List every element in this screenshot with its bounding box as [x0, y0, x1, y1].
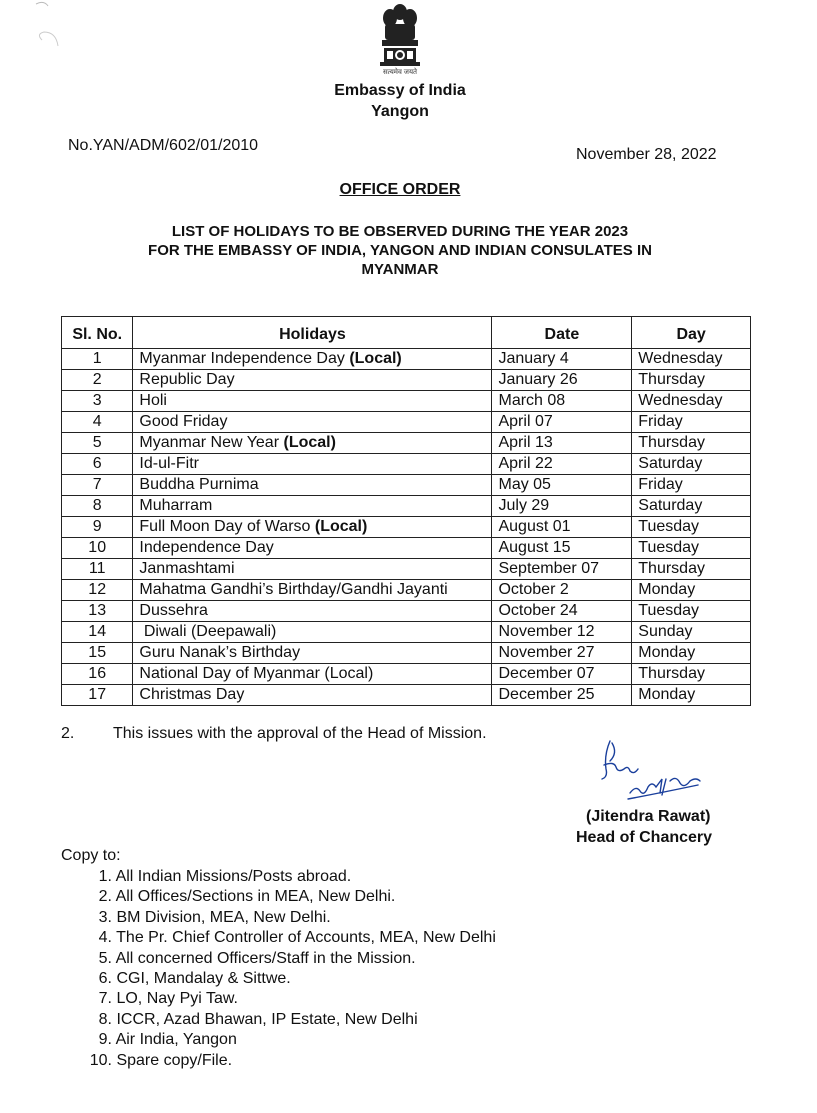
cell-sl-no	[62, 559, 133, 580]
table-row	[62, 664, 751, 685]
cell-sl-no	[62, 664, 133, 685]
cell-sl-no	[62, 412, 133, 433]
cell-sl-no-text: 9	[92, 518, 102, 535]
scan-mark	[34, 0, 64, 50]
holiday-table-body	[62, 349, 751, 706]
cell-holiday	[133, 496, 492, 517]
national-emblem-icon	[372, 2, 428, 76]
cell-day	[632, 349, 751, 370]
cell-holiday-text: Dussehra	[139, 602, 208, 619]
table-header-row	[62, 317, 751, 349]
cell-date	[492, 622, 632, 643]
cell-holiday	[133, 412, 492, 433]
list-item-number: 10.	[89, 1051, 112, 1069]
cell-holiday-text: Independence Day	[139, 539, 274, 556]
cell-holiday-text: Buddha Purnima	[139, 476, 259, 493]
cell-sl-no-text: 14	[88, 623, 107, 640]
col-header-holidays: Holidays	[133, 317, 492, 349]
cell-day	[632, 538, 751, 559]
cell-sl-no	[62, 454, 133, 475]
list-item-text: Spare copy/File.	[116, 1051, 233, 1069]
list-item	[80, 1030, 496, 1050]
table-row	[62, 685, 751, 706]
cell-holiday	[133, 475, 492, 496]
cell-holiday	[133, 580, 492, 601]
cell-sl-no	[62, 475, 133, 496]
cell-sl-no-text: 4	[92, 413, 102, 430]
cell-day-text: Monday	[638, 686, 696, 703]
cell-date-text: January 26	[498, 371, 578, 388]
list-item	[80, 969, 496, 989]
cell-sl-no-text: 3	[92, 392, 102, 409]
cell-holiday-text: National Day of Myanmar (Local)	[139, 665, 374, 682]
cell-holiday-text: Full Moon Day of Warso	[139, 518, 311, 535]
cell-holiday	[133, 370, 492, 391]
cell-date	[492, 475, 632, 496]
cell-holiday-text: Mahatma Gandhi’s Birthday/Gandhi Jayanti	[139, 581, 448, 598]
cell-date	[492, 391, 632, 412]
cell-holiday-text: Guru Nanak’s Birthday	[139, 644, 301, 661]
cell-holiday	[133, 559, 492, 580]
cell-holiday-text: Myanmar Independence Day	[139, 350, 345, 367]
cell-date-text: August 15	[498, 539, 571, 556]
cell-date-text: August 01	[498, 518, 571, 535]
cell-sl-no-text: 10	[88, 539, 107, 556]
cell-sl-no-text: 5	[92, 434, 102, 451]
table-row	[62, 538, 751, 559]
list-item	[80, 989, 496, 1009]
cell-holiday	[133, 538, 492, 559]
col-header-sl: Sl. No.	[62, 317, 133, 349]
cell-date	[492, 349, 632, 370]
cell-holiday	[133, 601, 492, 622]
cell-day-text: Thursday	[638, 434, 705, 451]
list-item-number: 6.	[98, 969, 112, 987]
cell-sl-no	[62, 349, 133, 370]
cell-day-text: Saturday	[638, 455, 703, 472]
cell-date	[492, 559, 632, 580]
cell-sl-no	[62, 622, 133, 643]
cell-sl-no-text: 12	[88, 581, 107, 598]
cell-day-text: Monday	[638, 581, 696, 598]
cell-holiday-text: Myanmar New Year	[139, 434, 280, 451]
signatory-name: (Jitendra Rawat)	[586, 808, 711, 825]
cell-day-text: Tuesday	[638, 539, 700, 556]
cell-day-text: Thursday	[638, 560, 705, 577]
list-item-text: All Indian Missions/Posts abroad.	[115, 868, 352, 885]
cell-holiday	[133, 643, 492, 664]
table-row	[62, 370, 751, 391]
cell-date	[492, 454, 632, 475]
subject	[90, 222, 710, 279]
cell-holiday	[133, 349, 492, 370]
table-row	[62, 559, 751, 580]
table-row	[62, 475, 751, 496]
org-city: Yangon	[371, 103, 429, 120]
cell-date	[492, 664, 632, 685]
cell-day-text: Friday	[638, 476, 683, 493]
list-item-text: CGI, Mandalay & Sittwe.	[116, 969, 291, 987]
cell-day-text: Wednesday	[638, 350, 723, 367]
cell-date-text: December 07	[498, 665, 595, 682]
emblem-motto: सत्यमेव जयते	[382, 69, 418, 76]
list-item-text: The Pr. Chief Controller of Accounts, MEA, New Delhi	[116, 929, 496, 947]
cell-sl-no-text: 1	[92, 350, 102, 367]
org-name: Embassy of India	[334, 82, 466, 99]
table-row	[62, 349, 751, 370]
cell-day-text: Tuesday	[638, 518, 700, 535]
order-title: OFFICE ORDER	[339, 181, 461, 198]
cell-date-text: November 27	[498, 644, 595, 661]
issue-date: November 28, 2022	[576, 146, 717, 163]
local-marker: (Local)	[349, 350, 402, 367]
cell-sl-no-text: 8	[92, 497, 102, 514]
cell-sl-no-text: 16	[88, 665, 107, 682]
cell-sl-no	[62, 601, 133, 622]
list-item	[80, 949, 496, 969]
cell-holiday-text: Christmas Day	[139, 686, 245, 703]
cell-date	[492, 685, 632, 706]
list-item-text: ICCR, Azad Bhawan, IP Estate, New Delhi	[116, 1010, 418, 1028]
cell-date-text: September 07	[498, 560, 599, 577]
cell-date-text: April 07	[498, 413, 553, 430]
cell-date	[492, 370, 632, 391]
cell-holiday	[133, 685, 492, 706]
cell-holiday-text: Holi	[139, 392, 167, 409]
cell-date-text: May 05	[498, 476, 551, 493]
list-item	[80, 1051, 496, 1071]
cell-holiday-text: Muharram	[139, 497, 213, 514]
cell-day	[632, 517, 751, 538]
subject-line-1: LIST OF HOLIDAYS TO BE OBSERVED DURING THE YEAR 2023	[171, 223, 629, 240]
cell-date-text: January 4	[498, 350, 569, 367]
list-item-text: All concerned Officers/Staff in the Mission.	[115, 949, 416, 967]
cell-day	[632, 559, 751, 580]
table-row	[62, 496, 751, 517]
cell-date-text: November 12	[498, 623, 595, 640]
cell-day	[632, 370, 751, 391]
cell-date	[492, 643, 632, 664]
cell-holiday	[133, 391, 492, 412]
list-item-text: BM Division, MEA, New Delhi.	[116, 908, 331, 926]
reference-number: No.YAN/ADM/602/01/2010	[68, 137, 259, 154]
table-row	[62, 643, 751, 664]
cell-day-text: Sunday	[638, 623, 693, 640]
cell-day	[632, 664, 751, 685]
list-item-number: 3.	[98, 908, 112, 926]
cell-sl-no	[62, 433, 133, 454]
copy-to-list	[80, 867, 496, 1071]
cell-date	[492, 580, 632, 601]
paragraph-number: 2.	[61, 725, 75, 742]
cell-date-text: October 24	[498, 602, 578, 619]
cell-date-text: July 29	[498, 497, 550, 514]
cell-sl-no	[62, 538, 133, 559]
cell-day	[632, 643, 751, 664]
table-row	[62, 412, 751, 433]
cell-date	[492, 433, 632, 454]
list-item-number: 1.	[98, 868, 112, 885]
cell-date-text: March 08	[498, 392, 566, 409]
cell-sl-no-text: 6	[92, 455, 102, 472]
holiday-table	[61, 316, 751, 706]
cell-day	[632, 412, 751, 433]
table-row	[62, 454, 751, 475]
cell-sl-no	[62, 517, 133, 538]
list-item-number: 5.	[98, 949, 112, 967]
cell-holiday-text: Good Friday	[139, 413, 228, 430]
letterhead	[250, 80, 550, 122]
list-item-text: All Offices/Sections in MEA, New Delhi.	[115, 888, 396, 906]
cell-date-text: December 25	[498, 686, 595, 703]
table-row	[62, 580, 751, 601]
cell-day-text: Monday	[638, 644, 696, 661]
table-row	[62, 433, 751, 454]
cell-date	[492, 496, 632, 517]
list-item-text: Air India, Yangon	[115, 1031, 237, 1049]
cell-sl-no	[62, 643, 133, 664]
cell-holiday	[133, 664, 492, 685]
table-row	[62, 517, 751, 538]
list-item-text: LO, Nay Pyi Taw.	[116, 990, 238, 1008]
cell-day	[632, 601, 751, 622]
table-row	[62, 622, 751, 643]
cell-day	[632, 454, 751, 475]
cell-sl-no-text: 2	[92, 371, 102, 388]
cell-day-text: Thursday	[638, 371, 705, 388]
list-item-number: 4.	[98, 929, 112, 947]
cell-sl-no	[62, 685, 133, 706]
cell-day	[632, 685, 751, 706]
cell-sl-no-text: 17	[88, 686, 107, 703]
cell-day-text: Friday	[638, 413, 683, 430]
list-item-number: 2.	[98, 888, 112, 906]
cell-day	[632, 433, 751, 454]
cell-holiday	[133, 517, 492, 538]
list-item	[80, 928, 496, 948]
local-marker: (Local)	[283, 434, 336, 451]
subject-line-3: MYANMAR	[361, 261, 439, 278]
cell-day-text: Saturday	[638, 497, 703, 514]
cell-day	[632, 391, 751, 412]
cell-sl-no	[62, 391, 133, 412]
cell-sl-no	[62, 580, 133, 601]
cell-day-text: Tuesday	[638, 602, 700, 619]
list-item-number: 8.	[98, 1010, 112, 1028]
cell-holiday-text: Janmashtami	[139, 560, 235, 577]
cell-holiday	[133, 433, 492, 454]
cell-sl-no-text: 15	[88, 644, 107, 661]
cell-date	[492, 538, 632, 559]
list-item-number: 9.	[98, 1031, 112, 1049]
col-header-date: Date	[492, 317, 632, 349]
list-item	[80, 887, 496, 907]
list-item	[80, 908, 496, 928]
cell-holiday	[133, 454, 492, 475]
list-item-number: 7.	[98, 990, 112, 1008]
table-row	[62, 391, 751, 412]
cell-date-text: October 2	[498, 581, 569, 598]
cell-holiday-text: Republic Day	[139, 371, 235, 388]
table-row	[62, 601, 751, 622]
cell-date-text: April 13	[498, 434, 553, 451]
cell-holiday	[133, 622, 492, 643]
cell-sl-no-text: 7	[92, 476, 102, 493]
subject-line-2: FOR THE EMBASSY OF INDIA, YANGON AND INDIAN CONSULATES IN	[148, 242, 652, 259]
paragraph-text: This issues with the approval of the Head of Mission.	[113, 725, 487, 742]
cell-sl-no-text: 13	[88, 602, 107, 619]
cell-sl-no	[62, 496, 133, 517]
cell-holiday-text: Id-ul-Fitr	[139, 455, 199, 472]
list-item	[80, 1010, 496, 1030]
cell-day-text: Thursday	[638, 665, 705, 682]
cell-day	[632, 496, 751, 517]
copy-to-label: Copy to:	[61, 847, 121, 864]
cell-date-text: April 22	[498, 455, 553, 472]
cell-day	[632, 580, 751, 601]
handwritten-signature	[590, 735, 710, 815]
cell-holiday-text: Diwali (Deepawali)	[139, 623, 277, 640]
cell-day-text: Wednesday	[638, 392, 723, 409]
cell-sl-no-text: 11	[88, 560, 106, 577]
col-header-day: Day	[632, 317, 751, 349]
cell-day	[632, 622, 751, 643]
cell-date	[492, 517, 632, 538]
local-marker: (Local)	[314, 518, 368, 535]
cell-day	[632, 475, 751, 496]
paragraph-2	[61, 725, 487, 743]
signatory-title: Head of Chancery	[576, 829, 713, 846]
cell-date	[492, 412, 632, 433]
cell-sl-no	[62, 370, 133, 391]
cell-date	[492, 601, 632, 622]
list-item	[80, 867, 496, 887]
